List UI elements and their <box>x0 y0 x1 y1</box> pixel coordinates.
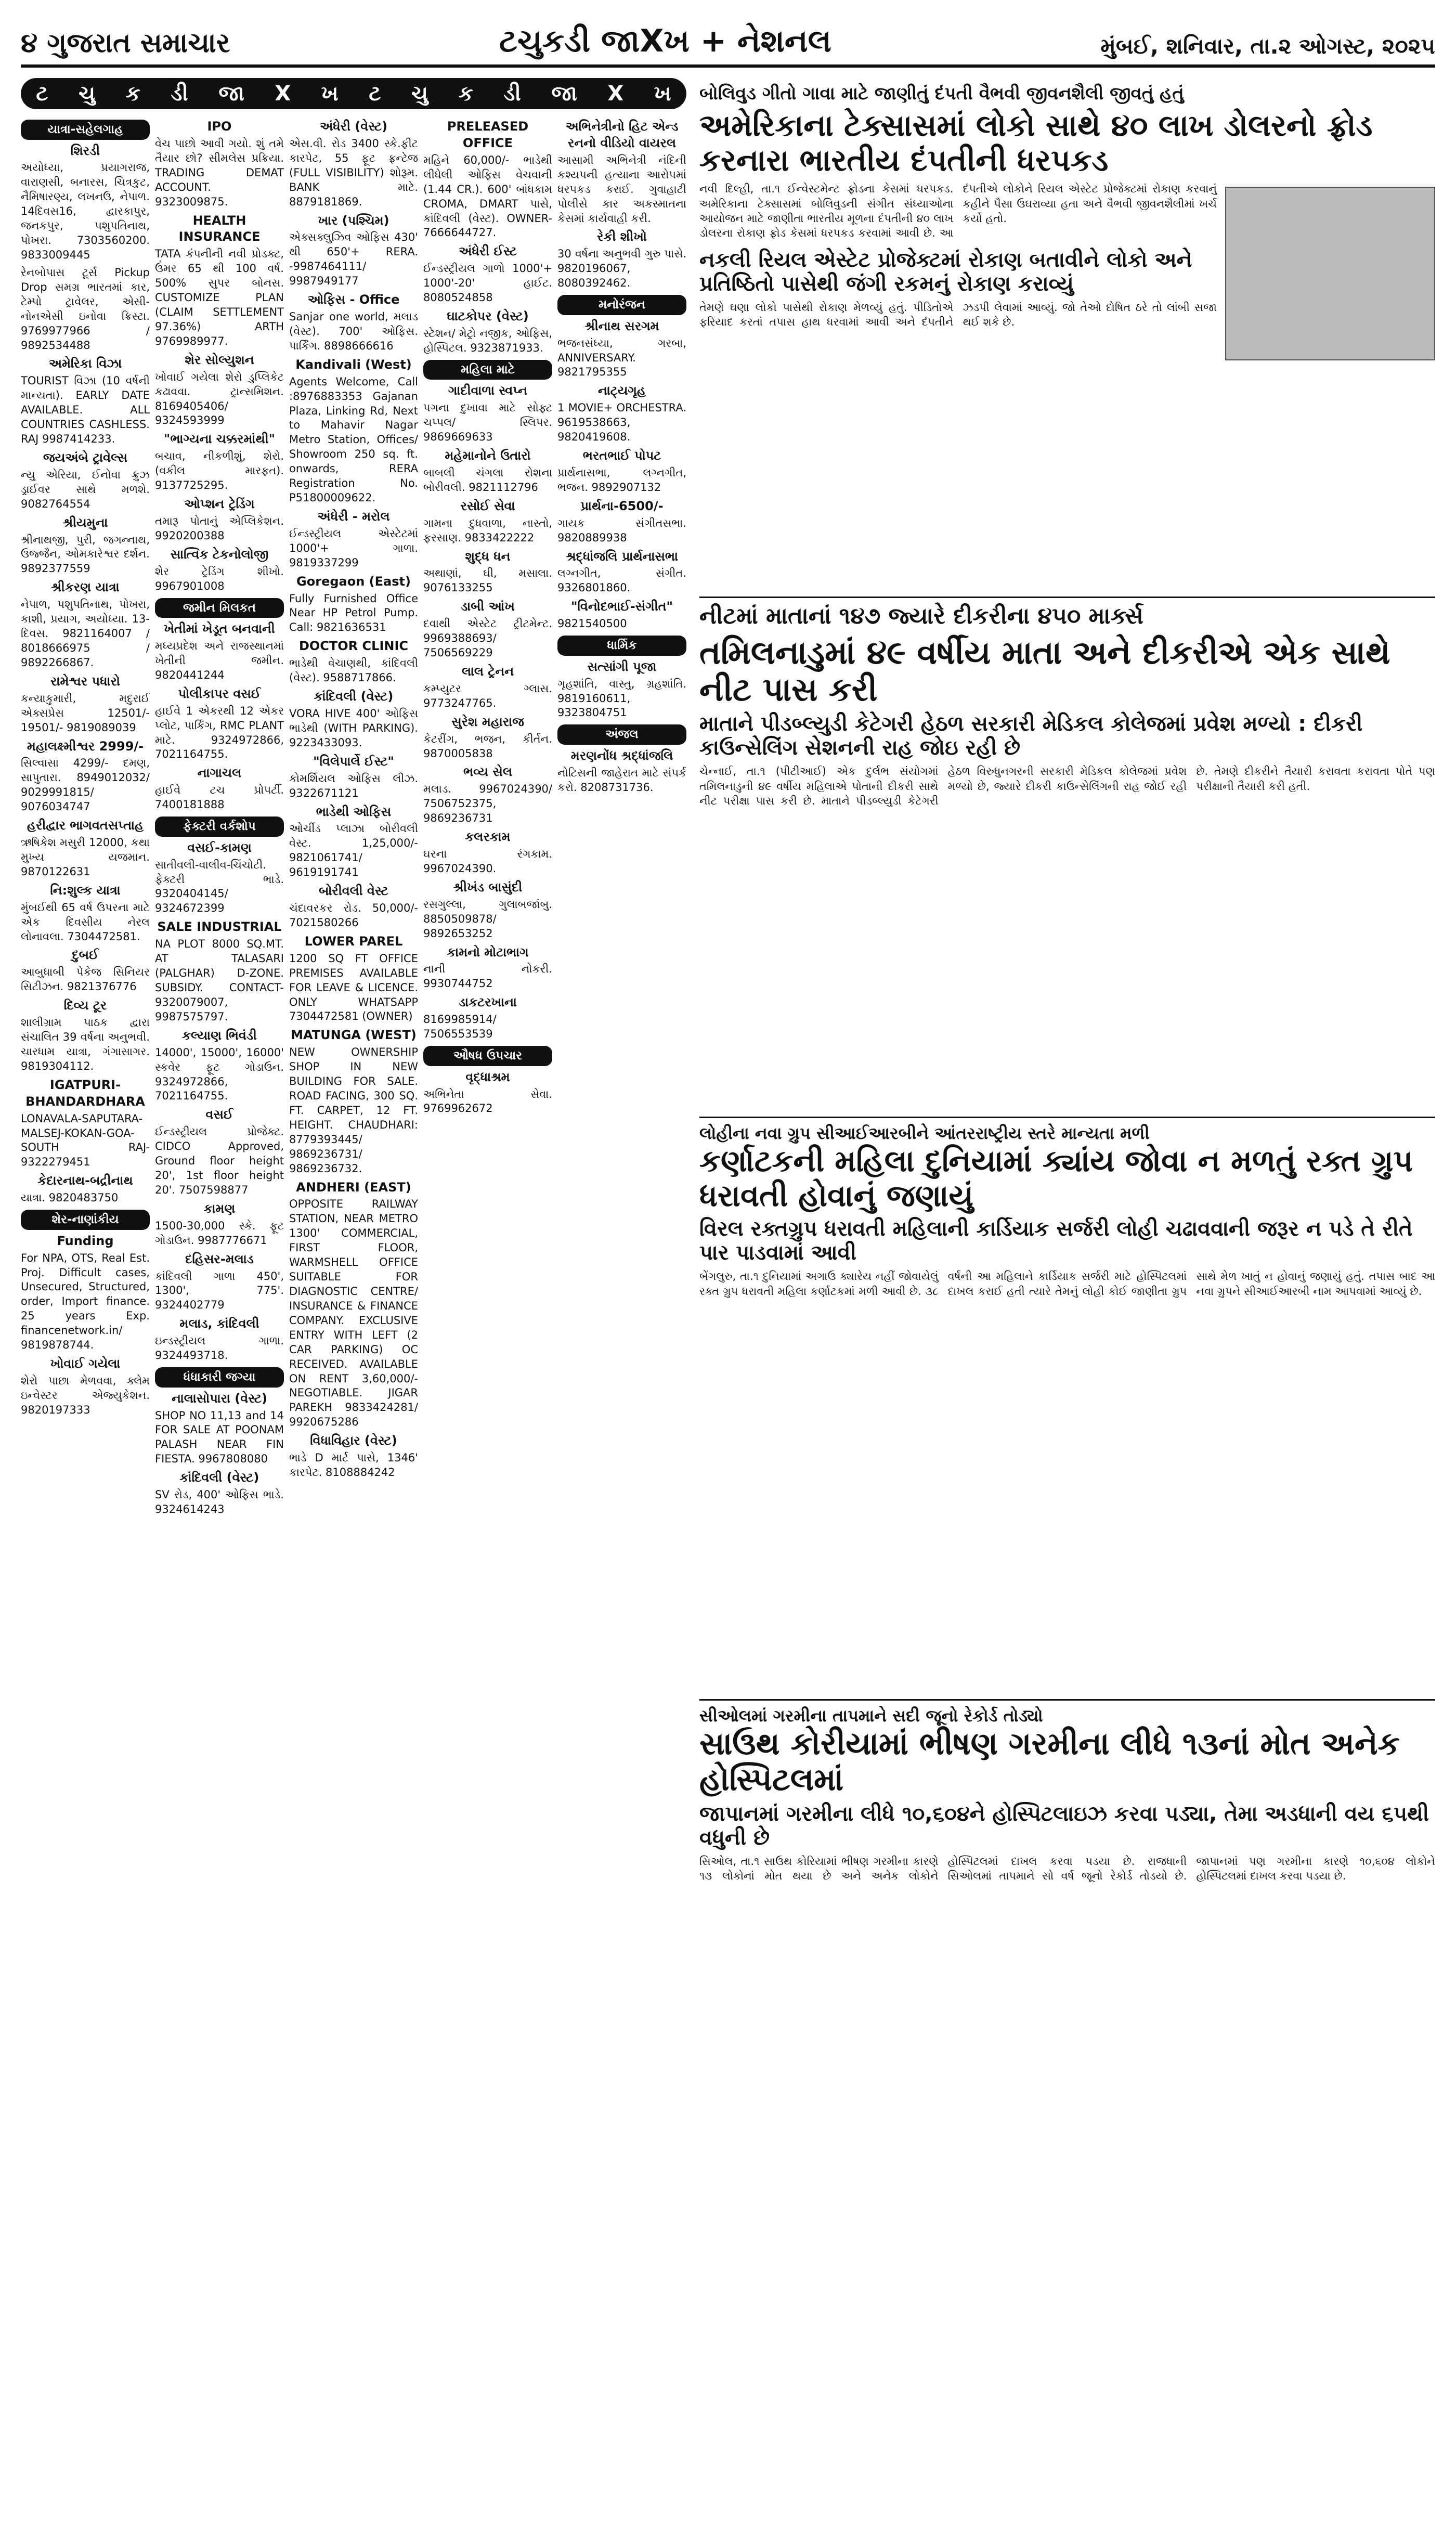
ad-heading: ભવ્ય સેલ <box>463 764 512 780</box>
ad-text: 14000', 15000', 16000' સ્કવેર ફૂટ ગોડાઉન. 9324972866, 7021164755. <box>155 1046 284 1103</box>
category-heading: શેર-નાણાંકીય <box>21 1210 150 1230</box>
ad-heading: DOCTOR CLINIC <box>298 639 408 654</box>
story-body: નવી દિલ્હી, તા.૧ ઈન્વેસ્ટમેન્ટ ફ્રોડના કેસમાં ધરપકડ. અમેરિકાના ટેક્સાસમાં બોલિવુડની સંગીત સંધ્યાઓના આયોજન માટે જાણીતા ભારતીય મૂળના દંપતીની ૪૦ લાખ ડોલરના રોકાણ ફ્રોડ કેસમાં ધરપકડ કરવામાં આવી છે. આ દંપતીએ લોકોને રિયલ એસ્ટેટ પ્રોજેક્ટમાં રોકાણ કરવાનું કહીને પૈસા ઉઘરાવ્યા હતા અને વૈભવી જીવનશૈલીમાં ખર્ચ કર્યો હતો. <box>699 183 1217 240</box>
ad-text: આસામી અભિનેત્રી નંદિની કશ્યપની હત્યાના આરોપમાં ધરપકડ કરાઈ. ગુવાહાટી પોલીસે કાર અકસ્માતના કેસમાં કાર્યવાહી કરી. <box>557 153 686 225</box>
story-body: સિઓલ, તા.૧ સાઉથ કોરિયામાં ભીષણ ગરમીના કારણે ૧૩ લોકોનાં મોત થયા છે અને અનેક લોકોને હોસ્પિટલમાં દાખલ કરવા પડયા છે. રાજધાની સિઓલમાં તાપમાને સો વર્ષ જૂનો રેકોર્ડ તોડયો છે. જાપાનમાં પણ ગરમીના કારણે ૧૦,૬૦૪ લોકોને હોસ્પિટલમાં દાખલ કરવા પડયા છે. <box>699 1855 1435 1883</box>
ad-heading: શ્રદ્ધાંજલિ પ્રાર્થનાસભા <box>565 549 679 564</box>
ad-heading: રસોઈ સેવા <box>460 498 515 513</box>
ad-heading: ઘાટકોપર (વેસ્ટ) <box>447 309 529 324</box>
ad-text: ખોવાઈ ગયેલા શેરો ડુપ્લિકેટ કઢાવવા. ટ્રાન્સમિશન. 8169405406/ 9324593999 <box>155 370 284 427</box>
classifieds-area <box>21 78 686 2506</box>
ad-heading: "વિલેપાર્લે ઈસ્ટ" <box>313 754 394 769</box>
ad-text: ગાયક સંગીતસભા. 9820889938 <box>557 516 686 544</box>
ad-heading: પોલીકાપર વસઈ <box>178 686 261 701</box>
ad-text: Agents Welcome, Call :8976883353 Gajanan Plaza, Linking Rd, Next to Mahavir Nagar Metro Station, Offices/ Showroom 250 sq. ft. onwards, RERA Registration No. P51800009622. <box>289 375 418 504</box>
ad-text: 1500-30,000 સ્કે. ફૂટ ગોડાઉન. 9987776671 <box>155 1219 284 1247</box>
classified-banner-letter: ટ <box>36 82 48 106</box>
story-subheadline: વિરલ રક્તગ્રુપ ધરાવતી મહિલાની કાર્ડિયાક સર્જરી લોહી ચઢાવવાની જરૂર ન પડે તે રીતે પાર પાડવામાં આવી <box>699 1217 1413 1265</box>
ad-heading: શ્રીખંડ બાસુંદી <box>453 879 523 895</box>
ad-heading: પ્રાર્થના-6500/- <box>580 498 664 513</box>
ad-heading: LOWER PAREL <box>304 934 403 949</box>
ad-heading: ડાબી આંખ <box>461 599 515 614</box>
story-kicker: લોહીના નવા ગ્રુપ સીઆઈઆરબીને આંતરરાષ્ટ્રીય સ્તરે માન્યતા મળી <box>699 1123 1150 1143</box>
ad-heading: શુદ્ધ ધન <box>465 549 511 564</box>
ad-text: ગામના દુધવાળા, નાસ્તો, ફરસાણ. 9833422222 <box>423 516 552 544</box>
category-heading: અંજલ <box>557 724 686 745</box>
ad-text: શ્રીનાથજી, પુરી, જગન્નાથ, ઉજ્જૈન, ઓમકારેશ્વર દર્શન. 9892377559 <box>21 533 150 575</box>
story-korea-heat <box>699 1701 1435 2221</box>
classified-column <box>423 115 552 2492</box>
ad-text: 30 વર્ષના અનુભવી ગુરુ પાસે. 9820196067, 8080392462. <box>557 248 686 290</box>
story-headline: કર્ણાટકની મહિલા દુનિયામાં ક્યાંય જોવા ન મળતું રક્ત ગ્રુપ ધરાવતી હોવાનું જણાયું <box>699 1143 1413 1213</box>
ad-heading: Goregaon (East) <box>296 574 411 589</box>
ad-text: આબુધાબી પેકેજ સિનિયર સિટીઝન. 9821376776 <box>21 966 150 993</box>
ad-text: બચાવ, નીકળીશું, શેરો. (વકીલ મારફત). 9137725295. <box>155 450 284 492</box>
ad-text: TATA કંપનીની નવી પ્રોડક્ટ, ઉંમર 65 થી 100 વર્ષ. 500% સુપર બોનસ. CUSTOMIZE PLAN (CLAIM SETTLEMENT 97.36%) ARTH 9769989977. <box>155 248 284 347</box>
paper-name: ગુજરાત સમાચાર <box>47 28 230 59</box>
ad-heading: નાગાચલ <box>197 766 242 781</box>
ad-heading: સત્સાંગી પૂજા <box>587 659 657 674</box>
ad-text: તમારૂ પોતાનું એપ્લિકેશન. 9920200388 <box>155 514 284 542</box>
ad-heading: વસઈ <box>205 1107 233 1122</box>
story-blood-group <box>699 1118 1435 1701</box>
ad-heading: લાલ ટ્રેનન <box>461 664 514 679</box>
classified-columns <box>21 115 686 2492</box>
classified-banner-letter: ક <box>125 82 140 106</box>
ad-heading: શ્રીનાથ સરગમ <box>584 318 659 333</box>
story-headline: તમિલનાડુમાં ૪૯ વર્ષીય માતા અને દીકરીએ એક સાથે નીટ પાસ કરી <box>699 633 1390 708</box>
ad-heading: મલાડ, કાંદિવલી <box>179 1316 259 1331</box>
category-heading: યાત્રા-સહેલગાહ <box>21 120 150 140</box>
ad-text: 1 MOVIE+ ORCHESTRA. 9619538663, 9820419608. <box>557 401 686 444</box>
ad-heading: કલરકામ <box>465 830 511 845</box>
ad-text: શેરો પાછા મેળવવા, ક્લેમ ઇન્વેસ્ટર એજ્યુકેશન. 9820197333 <box>21 1374 150 1416</box>
ad-text: ઓર્ચીડ પ્લાઝા બોરીવલી વેસ્ટ. 1,25,000/- 9821061741/ 9619191741 <box>289 822 418 879</box>
ad-text: શાલીગ્રામ પાઠક દ્વારા સંચાલિત 39 વર્ષના અનુભવી. ચારધામ યાત્રા, ગંગાસાગર. 9819304112. <box>21 1016 150 1072</box>
ad-heading: ભાડેથી ઓફિસ <box>316 804 392 819</box>
ad-heading: કામનો મોટાભાગ <box>447 944 529 960</box>
ad-heading: વિધાવિહાર (વેસ્ટ) <box>310 1433 397 1448</box>
ad-text: ઈન્ડસ્ટ્રીયલ ગાળો 1000'+ 1000'-20' હાઈટ. 8080524858 <box>423 262 552 304</box>
ad-text: કોમર્શિયલ ઓફિસ લીઝ. 9322671121 <box>289 772 418 799</box>
ad-text: મહિને 60,000/- ભાડેથી લીધેલી ઓફિસ વેચવાની (1.44 CR.). 600' બાંધકામ CROMA, DMART પાસે, કાંદિવલી (વેસ્ટ). OWNER- 7666644727. <box>423 153 552 239</box>
ad-heading: શ્રીકરણ યાત્રા <box>51 580 120 595</box>
ad-text: ઈન્ડસ્ટ્રીયલ એસ્ટેટમાં 1000'+ ગાળા. 9819337299 <box>289 527 418 569</box>
ad-heading: ખાર (પશ્ચિમ) <box>318 213 389 228</box>
ad-text: હાઈવે 1 એકરથી 12 એકર પ્લોટ, પાર્કિંગ, RMC PLANT માટે. 9324972866, 7021164755. <box>155 704 284 761</box>
ad-heading: ANDHERI (EAST) <box>296 1180 411 1195</box>
ad-text: એસ.વી. રોડ 3400 સ્કે.ફીટ કારપેટ, 55 ફૂટ ફ્રન્ટેજ (FULL VISIBILITY) શોરૂમ. BANK માટે. 8879181869. <box>289 137 418 208</box>
ad-text: રેનબોપાસ ટૂર્સ Pickup Drop સમગ્ર ભારતમાં કાર, ટેમ્પો ટ્રાવેલર, એસી-નોનએસી ઇનોવા ક્રિસ્ટા. 9769977966 / 9892534488 <box>21 266 150 352</box>
ad-heading: કાંદિવલી (વેસ્ટ) <box>179 1470 259 1485</box>
ad-text: NEW OWNERSHIP SHOP IN NEW BUILDING FOR SALE. ROAD FACING, 300 SQ. FT. CARPET, 12 FT. HEIGHT. CHAUDHARI: 8779393445/ 9869236731/ 9869236732. <box>289 1046 418 1175</box>
story-headline: સાઉથ કોરીયામાં ભીષણ ગરમીના લીધે ૧૩નાં મોત અનેક હોસ્પિટલમાં <box>699 1726 1400 1798</box>
ad-text: અયોધ્યા, પ્રયાગરાજ, વારાણસી, બનારસ, ચિત્રકુટ, નૈમિષારણ્ય, લખનઉ, નેપાળ. 14દિવસ16, દ્વારકાપુર, જનકપુર, પશુપતિનાથ, પોખરા. 7303560200. 9833009445 <box>21 161 150 262</box>
ad-text: LONAVALA-SAPUTARA-MALSEJ-KOKAN-GOA-SOUTH RAJ-9322279451 <box>21 1112 150 1169</box>
ad-heading: ઓફિસ - Office <box>307 292 400 307</box>
ad-heading: દહિસર-મલાડ <box>185 1251 254 1266</box>
ad-heading: દુબઈ <box>72 948 99 963</box>
ad-text: મલાડ. 9967024390/ 7506752375, 9869236731 <box>423 783 552 825</box>
ad-text: કન્યાકુમારી, મદુરાઈ એક્સપ્રેસ 12501/- 19501/- 9819089039 <box>21 692 150 734</box>
ad-heading: અમેરિકા વિઝા <box>48 356 122 371</box>
classified-banner <box>21 78 686 109</box>
ad-text: નેપાળ, પશુપતિનાથ, પોખરા, કાશી, પ્રયાગ, અયોધ્યા. 13-દિવસ. 9821164007 / 8018666975 / 9892266867. <box>21 598 150 669</box>
dateline: મુંબઈ, શનિવાર, તા.૨ ઓગસ્ટ, ૨૦૨૫ <box>1100 33 1435 59</box>
ad-text: ભજનસંધ્યા, ગરબા, ANNIVERSARY. 9821795355 <box>557 336 686 379</box>
section-title: ટચુકડી જાXખ + નેશનલ <box>499 23 831 59</box>
ad-text: કમ્પ્યુટર ગ્લાસ. 9773247765. <box>423 682 552 709</box>
ad-heading: IGATPURI-BHANDARDHARA <box>25 1077 145 1109</box>
ad-text: બાબલી ચંગલા રોશના બોરીવલી. 9821112796 <box>423 466 552 494</box>
ad-text: NA PLOT 8000 SQ.MT. AT TALASARI (PALGHAR) D-ZONE. SUBSIDY. CONTACT- 9320079007, 9987575797. <box>155 938 284 1023</box>
ad-heading: MATUNGA (WEST) <box>291 1028 417 1043</box>
ad-heading: કામણ <box>203 1201 236 1216</box>
ad-text: પ્રાર્થનાસભા, લગ્નગીત, ભજન. 9892907132 <box>557 466 686 494</box>
ad-heading: મહેમાનોને ઉતારો <box>445 448 531 463</box>
classified-banner-letter: X <box>607 82 624 106</box>
category-heading: મનોરંજન <box>557 295 686 315</box>
ad-text: OPPOSITE RAILWAY STATION, NEAR METRO 1300' COMMERCIAL, FIRST FLOOR, WARMSHELL OFFICE SUITABLE FOR DIAGNOSTIC CENTRE/ INSURANCE & FINANCE COMPANY. EXCLUSIVE ENTRY WITH LEFT (2 CAR PARKING) OC RECEIVED. AVAILABLE ON RENT 3,60,000/- NEGOTIABLE. JIGAR PAREKH 9833424281/ 9920675286 <box>289 1198 418 1429</box>
ad-text: વેચ પાછો આવી ગયો. શું તમે તૈયાર છો? સીમલેસ પ્રક્રિયા. TRADING DEMAT ACCOUNT. 9323009875. <box>155 137 284 208</box>
classified-banner-letter: જા <box>218 82 244 106</box>
page-header <box>21 10 1435 68</box>
classified-banner-letter: X <box>275 82 291 106</box>
ad-text: ભાડે D માર્ટ પાસે, 1346' કારપેટ. 8108884242 <box>289 1452 418 1479</box>
ad-text: મધ્યપ્રદેશ અને રાજસ્થાનમાં ખેતીની જમીન. 9820441244 <box>155 640 284 681</box>
ad-text: રસગુલ્લા, ગુલાબજાંબુ. 8850509878/ 9892653252 <box>423 898 552 940</box>
ad-text: ભાડેથી વેચાણથી, કાંદિવલી (વેસ્ટ). 9588717866. <box>289 657 418 684</box>
ad-text: કાંદિવલી ગાળા 450', 1300', 775'. 9324402779 <box>155 1269 284 1312</box>
ad-heading: કાંદિવલી (વેસ્ટ) <box>314 689 394 704</box>
category-heading: ફેક્ટરી વર્કશોપ <box>155 817 284 837</box>
ad-heading: શ્રીયમુના <box>62 515 108 530</box>
couple-photo <box>1225 187 1435 360</box>
story-kicker: નીટમાં માતાનાં ૧૪૭ જ્યારે દીકરીના ૪૫૦ માર્ક્સ <box>699 603 1143 629</box>
ad-heading: અભિનેત્રીનો હિટ એન્ડ રનનો વીડિયો વાયરલ <box>565 119 679 150</box>
ad-heading: SALE INDUSTRIAL <box>157 919 282 935</box>
classified-banner-letter: ડી <box>171 82 188 106</box>
ad-heading: હરીદ્વાર ભાગવતસપ્તાહ <box>27 818 144 833</box>
ad-heading: નિ:શુલ્ક યાત્રા <box>50 883 121 898</box>
classified-column <box>155 115 284 2492</box>
ad-heading: બોરીવલી વેસ્ટ <box>319 884 388 899</box>
story-subheadline: માતાને પીડબ્લ્યુડી કેટેગરી હેઠળ સરકારી મેડિકલ કોલેજમાં પ્રવેશ મળ્યો : દીકરી કાઉન્સેલિંગ સેશનની રાહ જોઇ રહી છે <box>699 712 1363 760</box>
ad-heading: મરણનોંધ શ્રદ્ધાંજલિ <box>570 748 673 763</box>
classified-column <box>289 115 418 2492</box>
ad-heading: IPO <box>207 119 232 134</box>
ad-heading: Funding <box>57 1233 114 1248</box>
ad-text: SHOP NO 11,13 and 14 FOR SALE AT POONAM PALASH NEAR FIN FIESTA. 9967808080 <box>155 1409 284 1466</box>
story-texas-fraud <box>699 78 1435 598</box>
category-heading: ધાર્મિક <box>557 636 686 656</box>
classified-banner-letter: ટ <box>369 82 381 106</box>
classified-banner-letter: જા <box>551 82 577 106</box>
ad-text: યાત્રા. 9820483750 <box>21 1191 119 1204</box>
classified-banner-letter: ખ <box>654 82 671 106</box>
category-heading: ધંધાકારી જગ્યા <box>155 1367 284 1388</box>
ad-heading: ભરતભાઈ પોપટ <box>582 448 661 463</box>
ad-text: સાતીવલી-વાલીવ-ચિંચોટી. ફેક્ટરી ભાડે. 9320404145/ 9324672399 <box>155 858 284 915</box>
ad-text: નાની નોકરી. 9930744752 <box>423 963 552 990</box>
classified-column <box>21 115 150 2492</box>
classified-banner-letter: ક <box>458 82 473 106</box>
ad-text: મુંબઈથી 65 વર્ષ ઉપરના માટે એક દિવસીય નેરલ લોનાવલા. 7304472581. <box>21 901 150 943</box>
ad-heading: ગાદીવાળા સ્વપ્ન <box>448 383 528 398</box>
category-heading: જમીન મિલકત <box>155 598 284 618</box>
ad-heading: ખેતીમાં ખેડૂત બનવાની <box>164 621 275 637</box>
ad-heading: વસઈ-કામણ <box>187 840 252 855</box>
page-number: ૪ <box>21 28 38 59</box>
ad-text: નોટિસની જાહેરાત માટે સંપર્ક કરો. 8208731736. <box>557 766 686 794</box>
ad-text: ઇન્ડસ્ટ્રીયલ ગાળા. 9324493718. <box>155 1334 284 1362</box>
story-body: બેંગલુરુ, તા.૧ દુનિયામાં અગાઉ ક્યારેય નહીં જોવાયેલું રક્ત ગ્રુપ ધરાવતી મહિલા કર્ણાટકમાં મળી આવી છે. ૩૮ વર્ષની આ મહિલાને કાર્ડિયાક સર્જરી માટે હોસ્પિટલમાં દાખલ કરાઈ હતી ત્યારે તેમનું લોહી કોઈ જાણીતા ગ્રુપ સાથે મેળ ખાતું ન હોવાનું જણાયું હતું. તપાસ બાદ આ નવા ગ્રુપને સીઆઈઆરબી નામ આપવામાં આવ્યું છે. <box>699 1270 1435 1298</box>
category-heading: ઔષધ ઉપચાર <box>423 1046 552 1066</box>
ad-heading: PRELEASED OFFICE <box>447 119 529 150</box>
story-kicker: સીઓલમાં ગરમીના તાપમાને સદી જૂનો રેકોર્ડ તોડ્યો <box>699 1706 1043 1726</box>
ad-text: ઘરના રંગકામ. 9967024390. <box>423 848 552 875</box>
ad-text: પગના દુખાવા માટે સોફ્ટ ચપ્પલ/ સ્લિપર. 9869669633 <box>423 401 552 444</box>
classified-banner-letter: ડી <box>503 82 521 106</box>
ad-text: શેર ટ્રેડિંગ શીખો. 9967901008 <box>155 565 284 592</box>
ad-text: VORA HIVE 400' ઓફિસ ભાડેથી (WITH PARKING). 9223433093. <box>289 707 418 749</box>
ad-heading: અંધેરી ઈસ્ટ <box>459 244 517 259</box>
ad-heading: HEALTH INSURANCE <box>178 213 261 244</box>
story-subheadline: જાપાનમાં ગરમીના લીધે ૧૦,૬૦૪ને હોસ્પિટલાઇઝ કરવા પડ્યા, તેમા અડધાની વય ૬૫થી વધુની છે <box>699 1802 1429 1850</box>
story-neet <box>699 598 1435 1118</box>
ad-heading: રામેશ્વર પધારો <box>50 673 120 689</box>
ad-heading: ઓપ્શન ટ્રેડિંગ <box>184 497 255 512</box>
ad-text: ન્યુ એરિયા, ઈનોવા ક્રુઝ ડ્રાઈવર સાથે મળશે. 9082764554 <box>21 468 150 510</box>
ad-text: ઋષિકેશ મસુરી 12000, કથા મુખ્ય યજમાન. 9870122631 <box>21 836 150 878</box>
ad-text: ચંદાવરકર રોડ. 50,000/- 7021580266 <box>289 902 418 929</box>
ad-text: ઈન્ડસ્ટ્રીયલ પ્રોજેક્ટ. CIDCO Approved, Ground floor height 20', 1st floor height 20'. 7507598877 <box>155 1125 284 1196</box>
ad-heading: કેદારનાથ-બદ્રીનાથ <box>37 1173 133 1188</box>
ad-text: અથાણાં, ઘી, મસાલા. 9076133255 <box>423 567 552 594</box>
story-subheadline: નકલી રિયલ એસ્ટેટ પ્રોજેક્ટમાં રોકાણ બતાવીને લોકો અને પ્રતિષ્ઠિતો પાસેથી જંગી રકમનું રોકાણ કરાવ્યું <box>699 248 1192 296</box>
ad-heading: દિવ્ય ટૂર <box>63 998 107 1013</box>
ad-heading: વૃદ્ધાશ્રમ <box>465 1069 510 1084</box>
ad-text: 1200 SQ FT OFFICE PREMISES AVAILABLE FOR LEAVE & LICENCE. ONLY WHATSAPP 7304472581 (OWNER) <box>289 952 418 1023</box>
story-headline: અમેરિકાના ટેક્સાસમાં લોકો સાથે ૪૦ લાખ ડોલરનો ફ્રોડ કરનારા ભારતીય દંપતીની ધરપકડ <box>699 108 1373 178</box>
ad-heading: રેકી શીખો <box>597 229 647 244</box>
ad-text: 8169985914/ 7506553539 <box>423 1013 497 1041</box>
classified-banner-letter: ચુ <box>411 82 428 106</box>
ad-text: સ્ટેશન/ મેટ્રો નજીક, ઓફિસ, હોસ્પિટલ. 9323871933. <box>423 327 552 354</box>
ad-text: SV રોડ, 400' ઓફિસ ભાડે. 9324614243 <box>155 1488 284 1516</box>
story-kicker: બોલિવુડ ગીતો ગાવા માટે જાણીતું દંપતી વૈભવી જીવનશૈલી જીવતું હતું <box>699 83 1184 104</box>
ad-heading: Kandivali (West) <box>295 357 412 372</box>
ad-text: અભિનેતા સેવા. 9769962672 <box>423 1087 552 1115</box>
ad-heading: શિરડી <box>70 143 100 158</box>
ad-text: કેટરીંગ, ભજન, કીર્તન. 9870005838 <box>423 732 552 760</box>
ad-text: એક્સક્લુઝિવ ઓફિસ 430' થી 650'+ RERA. -9987464111/ 9987949177 <box>289 231 418 288</box>
ad-heading: સાત્વિક ટેકનોલોજી <box>170 547 269 562</box>
ad-text: Fully Furnished Office Near HP Petrol Pump. Call: 9821636531 <box>289 592 418 634</box>
ad-text: For NPA, OTS, Real Est. Proj. Difficult cases, Unsecured, Structured, order, Import finance. 25 years Exp. financenetwork.in/ 9819878744. <box>21 1251 150 1352</box>
ad-heading: મહાલક્ષ્મીશ્વર 2999/- <box>27 738 144 754</box>
ad-heading: નાલાસોપારા (વેસ્ટ) <box>171 1391 268 1406</box>
news-area <box>699 78 1435 2506</box>
ad-text: લગ્નગીત, સંગીત. 9326801860. <box>557 567 686 594</box>
ad-text: દવાથી એસ્ટેટ ટ્રીટમેન્ટ. 9969388693/ 7506569229 <box>423 617 552 659</box>
ad-text: ગૃહશાંતિ, વાસ્તુ, ગ્રહશાંતિ. 9819160611, 9323804751 <box>557 677 686 719</box>
page-number-and-paper-name <box>21 28 230 59</box>
ad-heading: શેર સોલ્યુશન <box>185 352 254 367</box>
ad-text: હાઈવે ટચ પ્રોપર્ટી. 7400181888 <box>155 784 284 811</box>
ad-heading: અંધેરી - મરોલ <box>317 509 390 524</box>
classified-banner-letter: ખ <box>321 82 339 106</box>
ad-heading: ખોવાઈ ગયેલા <box>50 1356 121 1371</box>
category-heading: મહિલા માટે <box>423 360 552 380</box>
story-body: ચેન્નાઈ, તા.૧ (પીટીઆઈ) એક દુર્લભ સંયોગમાં તમિલનાડુની ૪૯ વર્ષીય મહિલાએ પોતાની દીકરી સાથે નીટ પરીક્ષા પાસ કરી છે. માતાને પીડબ્લ્યુડી કેટેગરી હેઠળ વિરુધુનગરની સરકારી મેડિકલ કોલેજમાં પ્રવેશ મળ્યો છે, જ્યારે દીકરી કાઉન્સેલિંગની રાહ જોઈ રહી છે. તેમણે દીકરીને તૈયારી કરાવતા કરાવતા પોતે પણ પરીક્ષાની તૈયારી કરી હતી. <box>699 765 1435 807</box>
ad-text: Sanjar one world, મલાડ (વેસ્ટ). 700' ઓફિસ. પાર્કિંગ. 8898666616 <box>289 310 418 352</box>
ad-heading: "વિનોદભાઈ-સંગીત" <box>571 599 673 614</box>
classified-banner-letter: ચુ <box>79 82 96 106</box>
ad-text: TOURIST વિઝા (10 વર્ષની માન્યતા). EARLY DATE AVAILABLE. ALL COUNTRIES CASHLESS. RAJ 9987414233. <box>21 374 150 446</box>
ad-text: 9821540500 <box>557 617 627 630</box>
story-body-2: તેમણે ઘણા લોકો પાસેથી રોકાણ મેળવ્યું હતું. પીડિતોએ ફરિયાદ કરતાં તપાસ હાથ ધરવામાં આવી અને દંપતીને ઝડપી લેવામાં આવ્યું. જો તેઓ દોષિત ઠરે તો લાંબી સજા થઈ શકે છે. <box>699 301 1217 329</box>
ad-heading: અંધેરી (વેસ્ટ) <box>319 119 388 134</box>
ad-text: સિલ્વાસા 4299/- દમણ, સાપુતારા. 8949012032/ 9029991815/ 9076034747 <box>21 757 150 813</box>
ad-heading: જયઅંબે ટ્રાવેલ્સ <box>43 450 128 465</box>
ad-heading: નાટ્યગૃહ <box>598 383 646 398</box>
classified-column <box>557 115 686 2492</box>
ad-heading: "ભાગ્યના ચક્કરમાંથી" <box>163 432 276 447</box>
ad-heading: ડાકટરખાના <box>459 995 517 1010</box>
ad-heading: કલ્યાણ ભિવંડી <box>182 1028 257 1043</box>
ad-heading: સુરેશ મહારાજ <box>451 714 524 729</box>
